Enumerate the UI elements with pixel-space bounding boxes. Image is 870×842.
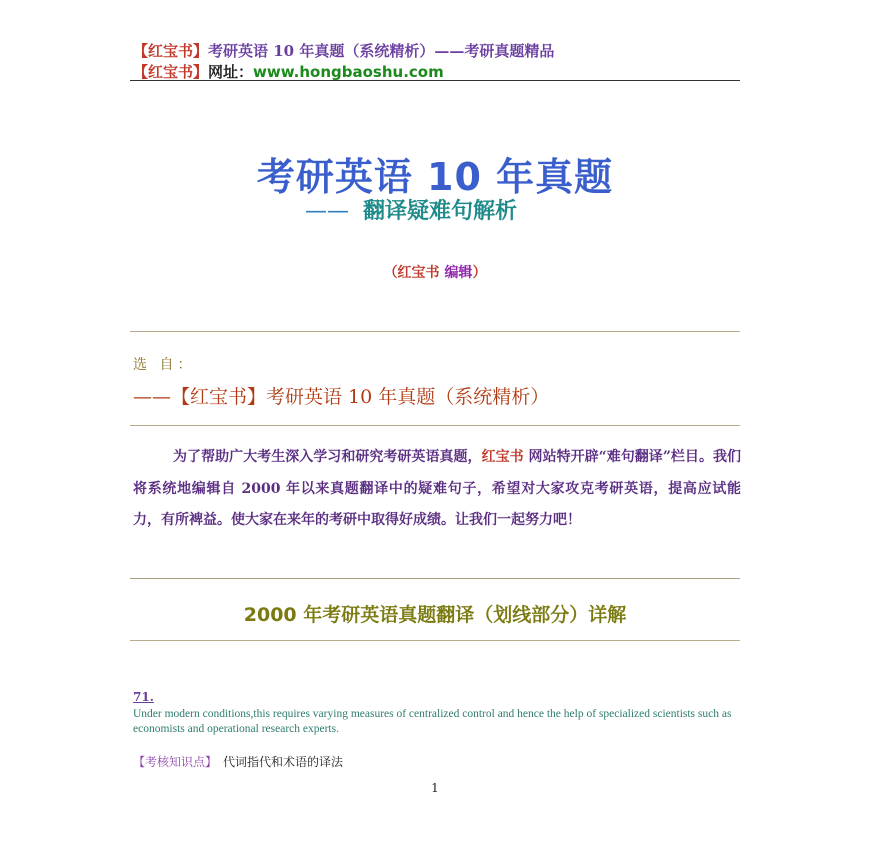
header-brand: 【红宝书】: [133, 42, 209, 60]
editor-close: ）: [472, 265, 487, 281]
header-url-link[interactable]: www.hongbaoshu.com: [253, 63, 444, 81]
header-divider: [130, 80, 740, 81]
document-title: 考研英语 10 年真题: [256, 155, 614, 199]
intro-part-2: 网站特开辟“难句翻译”栏目。我们将系统地编辑自 2000 年以来真题翻译中的疑难句子，希望对大家攻克考研英语，提高应试能力，有所裨益。使大家在来年的考研中取得好成绩。让我们一起努力吧！: [133, 449, 742, 528]
subtitle-dashes: ——: [305, 199, 349, 224]
header-brand-2: 【红宝书】: [133, 63, 209, 81]
knowledge-point: [133, 753, 343, 770]
intro-paragraph: [133, 442, 741, 537]
header-url-label: 网址：: [208, 63, 254, 81]
source-label: 选 自：: [133, 357, 196, 373]
divider-2: [130, 425, 740, 426]
intro-brand: 红宝书: [481, 449, 524, 465]
page-number: 1: [431, 781, 439, 795]
editor-role: 编辑: [444, 265, 473, 281]
header-book-title: 考研英语 10 年真题（系统精析）: [208, 42, 435, 60]
divider-1: [130, 331, 740, 332]
header-suffix: 考研真题精品: [464, 42, 555, 60]
header-line-2: [133, 61, 444, 82]
header-line-1: [133, 40, 554, 61]
divider-4: [130, 640, 740, 641]
intro-part-1: 为了帮助广大考生深入学习和研究考研英语真题，: [173, 449, 482, 465]
document-subtitle: [305, 194, 517, 225]
divider-3: [130, 578, 740, 579]
subtitle-text: 翻译疑难句解析: [363, 199, 518, 224]
editor-credit: [0, 262, 870, 282]
source-text: ——【红宝书】考研英语 10 年真题（系统精析）: [133, 386, 550, 408]
knowledge-point-value: 代词指代和术语的译法: [223, 755, 344, 769]
header-dash: ——: [434, 42, 465, 60]
question-text: Under modern conditions,this requires varying measures of centralized control and hence the help of specialized scientists such as economists and operational research experts.: [133, 708, 732, 735]
knowledge-point-label: 【考核知识点】: [133, 755, 218, 769]
question-number: 71.: [133, 690, 154, 704]
editor-open: （红宝书: [383, 265, 445, 281]
section-title: 2000 年考研英语真题翻译（划线部分）详解: [243, 604, 627, 626]
